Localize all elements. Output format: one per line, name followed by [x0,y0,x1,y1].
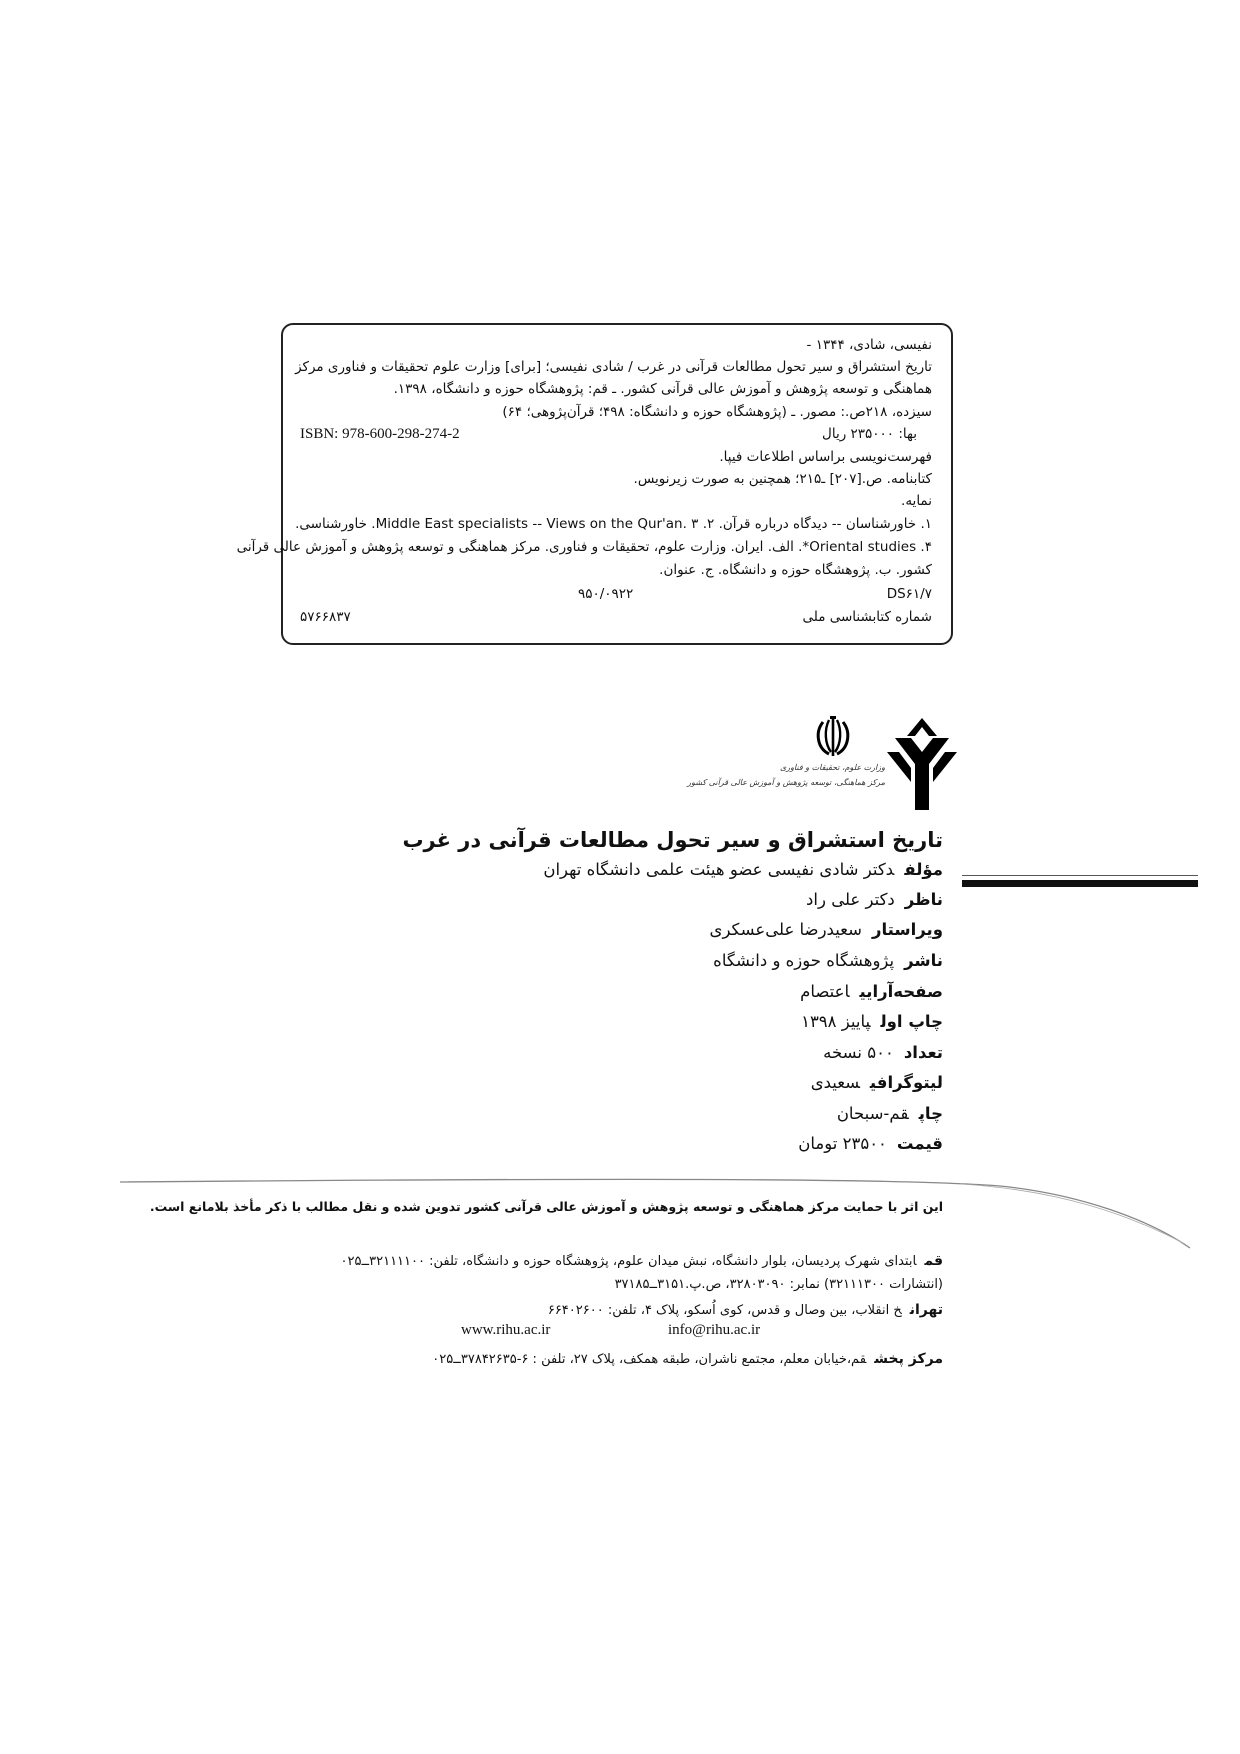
qom-address-2: (انتشارات ۳۲۱۱۱۳۰۰) نمابر: ۳۲۸۰۳۰۹۰، ص.پ.۳۱۵۱ــ۳۷۱۸۵ [614,1277,943,1292]
decorative-bar [962,880,1198,887]
tehran-label: تهران [909,1302,943,1318]
cip-title-line: هماهنگی و توسعه پژوهش و آموزش عالی قرآنی کشور. ـ قم: پژوهشگاه حوزه و دانشگاه، ۱۳۹۸. [393,381,932,397]
credit-row [800,980,943,1004]
cip-subjects: کشور. ب. پژوهشگاه حوزه و دانشگاه. ج. عنوان. [659,562,932,578]
credit-row [811,1071,943,1095]
credit-row [710,918,943,942]
credit-label: ناشر [904,951,943,970]
credit-row [713,949,943,973]
credit-label: ناظر [904,890,943,909]
cip-national-number: ۵۷۶۶۸۳۷ [300,609,351,625]
cip-note: نمایه. [901,493,932,509]
website-link[interactable]: www.rihu.ac.ir [461,1322,551,1338]
cip-physical: سیزده، ۲۱۸ص.: مصور. ـ (پژوهشگاه حوزه و دانشگاه: ۴۹۸؛ قرآن‌پژوهی؛ ۶۴) [502,404,932,420]
cip-note: فهرست‌نویسی براساس اطلاعات فیپا. [719,449,932,465]
credit-label: صفحه‌آرایی [859,982,943,1001]
distribution-address [432,1349,943,1370]
cataloguing-box [236,323,953,645]
ministry-caption: وزارت علوم، تحقیقات و فناوری [780,763,885,772]
iran-emblem [813,716,853,762]
qom-label: قم [924,1253,943,1269]
tehran-address-text: خ انقلاب، بین وصال و قدس، کوی اُسکو، پلاک ۴، تلفن: ۶۶۴۰۲۶۰۰ [547,1303,902,1318]
credit-row [837,1102,943,1126]
distribution-label: مرکز پخش [874,1351,943,1367]
credit-label: تعداد [903,1043,943,1062]
credit-value: پژوهشگاه حوزه و دانشگاه [713,951,895,970]
credit-value: سعیدی [810,1073,860,1092]
distribution-address-text: قم،خیابان معلم، مجتمع ناشران، طبقه همکف، پلاک ۲۷، تلفن : ۶-۳۷۸۴۲۶۳۵ــ۰۲۵ [432,1352,867,1367]
credit-value: ۵۰۰ نسخه [823,1043,894,1062]
cip-lc-class: DS۶۱/۷ [886,586,932,602]
cip-title-line: تاریخ استشراق و سیر تحول مطالعات قرآنی در غرب / شادی نفیسی؛ [برای] وزارت علوم تحقیقات و فناوری مرکز [295,359,932,375]
credit-label: قیمت [896,1134,943,1153]
cip-subjects: ۴. Oriental studies*. الف. ایران. وزارت علوم، تحقیقات و فناوری. مرکز هماهنگی و توسعه پژوهش و آموزش عالی قرآنی [236,539,932,555]
qom-address [341,1251,943,1272]
rihu-logo [887,718,957,814]
credit-label: ویراستار [871,920,943,939]
credit-value: دکتر شادی نفیسی عضو هیئت علمی دانشگاه تهران [543,860,895,879]
credit-value: پاییز ۱۳۹۸ [801,1012,871,1031]
credit-row [801,1010,943,1034]
credit-label: چاپ [918,1104,943,1123]
cip-national-label: شماره کتابشناسی ملی [802,609,932,625]
credit-value: دکتر علی راد [806,890,895,909]
credit-row [823,1041,943,1065]
credit-row [543,858,943,882]
credit-label: چاپ اول [880,1012,943,1031]
qom-address-text: ابتدای شهرک پردیسان، بلوار دانشگاه، نبش میدان علوم، پژوهشگاه حوزه و دانشگاه، تلفن: ۳۲۱۱۱۱۰۰ــ۰۲۵ [340,1254,917,1269]
cip-dewey: ۹۵۰/۰۹۲۲ [578,586,634,602]
book-title: تاریخ استشراق و سیر تحول مطالعات قرآنی در غرب [402,828,943,852]
credit-row [798,1132,943,1156]
ministry-caption: مرکز هماهنگی، توسعه پژوهش و آموزش عالی قرآنی کشور [687,778,885,787]
cip-price: بها: ۲۳۵۰۰۰ ریال [822,426,917,442]
decorative-rule [962,875,1198,876]
credit-label: مؤلف [904,860,943,879]
cip-note: کتابنامه. ص.[۲۰۷] ـ۲۱۵؛ همچنین به صورت زیرنویس. [633,471,932,487]
cip-subjects: ۱. خاورشناسان -- دیدگاه درباره قرآن. ۲. Middle East specialists -- Views on the Qur'an. ۳. خاورشناسی. [295,516,932,532]
credit-value: ۲۳۵۰۰ تومان [798,1134,887,1153]
support-note: این اثر با حمایت مرکز هماهنگی و توسعه پژوهش و آموزش عالی قرآنی کشور تدوین شده و نقل مطالب با ذکر مأخذ بلامانع است. [149,1199,943,1214]
tehran-address [548,1300,943,1321]
email-link[interactable]: info@rihu.ac.ir [668,1322,761,1338]
credit-value: سعیدرضا علی‌عسکری [709,920,862,939]
credit-value: اعتصام [800,982,850,1001]
credit-label: لیتوگرافی [869,1073,943,1092]
credit-row [806,888,943,912]
credit-value: قم-سبحان [836,1104,909,1123]
cip-author: نفیسی، شادی، ۱۳۴۴ - [806,337,932,353]
cip-isbn: ISBN: 978-600-298-274-2 [300,426,460,442]
